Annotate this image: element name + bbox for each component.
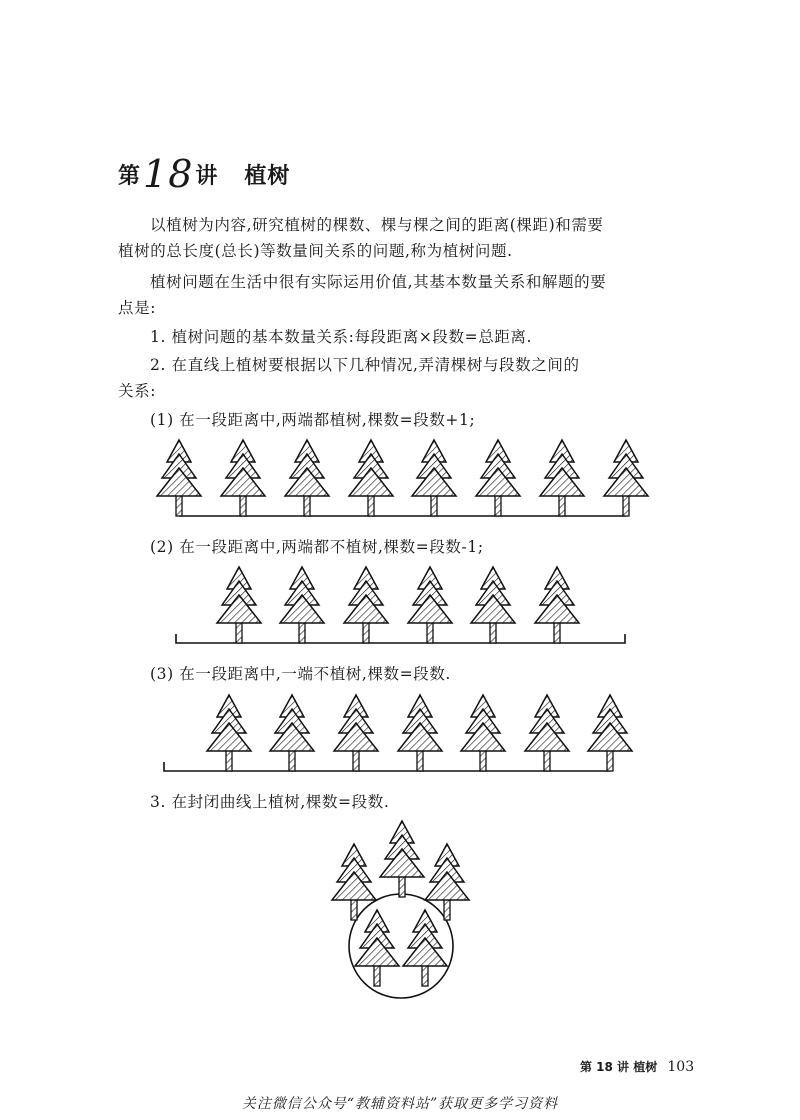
tree-icon: [380, 821, 424, 897]
tree-icon: [349, 440, 393, 516]
intro-line-1: 以植树为内容,研究植树的棵数、棵与棵之间的距离(棵距)和需要: [150, 216, 604, 234]
figure-case-1: [157, 440, 648, 516]
case-1-text: (1) 在一段距离中,两端都植树,棵数=段数+1;: [150, 411, 476, 429]
tree-icon: [157, 440, 201, 516]
intro-line-2: 植树的总长度(总长)等数量间关系的问题,称为植树问题.: [118, 242, 513, 260]
tree-icon: [476, 440, 520, 516]
tree-icon: [525, 695, 569, 771]
tree-icon: [588, 695, 632, 771]
case-2-text: (2) 在一段距离中,两端都不植树,棵数=段数-1;: [150, 538, 484, 556]
rule-item-2-line-2: 关系:: [118, 382, 157, 400]
figure-case-3: [164, 695, 632, 771]
page-number: 103: [667, 1059, 695, 1075]
tree-icon: [412, 440, 456, 516]
tree-icon: [425, 844, 469, 920]
tree-icon: [461, 695, 505, 771]
tree-icon: [270, 695, 314, 771]
figure-case-2: [176, 567, 625, 643]
tree-icon: [207, 695, 251, 771]
tree-icon: [540, 440, 584, 516]
case-3-text: (3) 在一段距离中,一端不植树,棵数=段数.: [150, 665, 451, 683]
tree-icon: [285, 440, 329, 516]
rule-item-2-line-1: 2. 在直线上植树要根据以下几种情况,弄清棵树与段数之间的: [150, 356, 580, 374]
tree-icon: [408, 567, 452, 643]
tree-icon: [403, 910, 447, 986]
chapter-number: 18: [143, 152, 194, 196]
watermark-text: 关注微信公众号“教辅资料站”获取更多学习资料: [241, 1096, 559, 1112]
tree-icon: [332, 844, 376, 920]
tree-icon: [334, 695, 378, 771]
title-suffix: 讲: [195, 164, 219, 189]
tree-icon: [604, 440, 648, 516]
rule-item-3: 3. 在封闭曲线上植树,棵数=段数.: [150, 793, 390, 811]
rule-item-1: 1. 植树问题的基本数量关系:每段距离×段数=总距离.: [150, 328, 533, 346]
tree-icon: [471, 567, 515, 643]
figure-closed-curve: [332, 821, 469, 998]
tree-icon: [535, 567, 579, 643]
tree-icon: [280, 567, 324, 643]
title-prefix: 第: [118, 164, 142, 189]
tree-icon: [398, 695, 442, 771]
page-footer: [580, 1058, 694, 1075]
paragraph2-line-1: 植树问题在生活中很有实际运用价值,其基本数量关系和解题的要: [150, 273, 607, 291]
tree-icon: [221, 440, 265, 516]
footer-chapter-label: 第 18 讲 植树: [580, 1060, 658, 1074]
paragraph2-line-2: 点是:: [118, 299, 157, 317]
chapter-topic: 植树: [244, 164, 291, 189]
tree-icon: [355, 910, 399, 986]
tree-icon: [344, 567, 388, 643]
tree-icon: [217, 567, 261, 643]
